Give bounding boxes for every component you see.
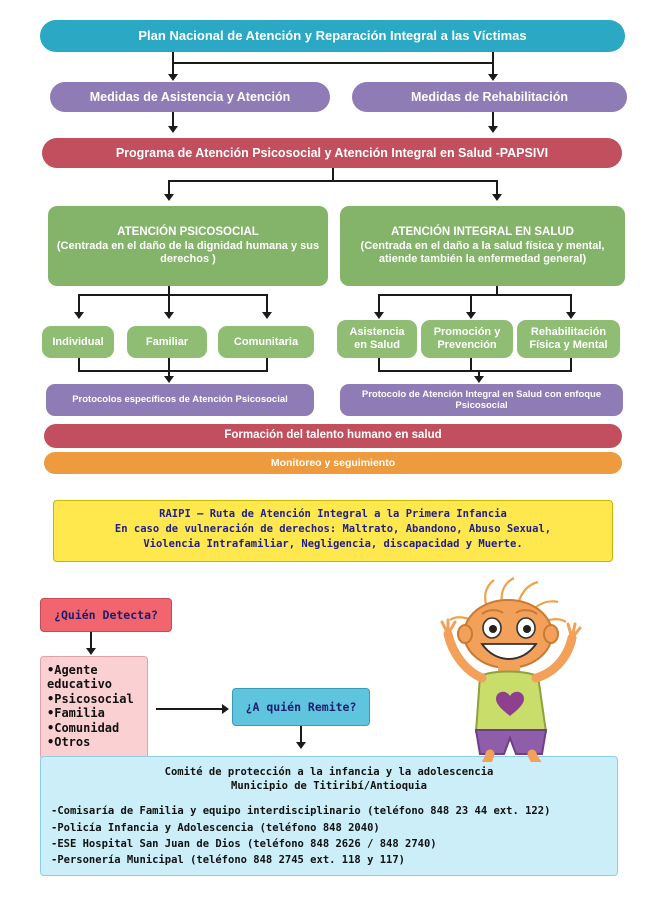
connector-b2-item2 <box>470 294 472 314</box>
a-quien-remite-box: ¿A quién Remite? <box>232 688 370 726</box>
list-item: -Policía Infancia y Adolescencia (teléfono 848 2040) <box>51 821 380 834</box>
list-item: -ESE Hospital San Juan de Dios (teléfono 848 2626 / 848 2740) <box>51 837 437 850</box>
arrow-to-medida-2 <box>488 74 498 81</box>
protocol-salud-box: Protocolo de Atención Integral en Salud con enfoque Psicosocial <box>340 384 623 416</box>
medidas-rehabilitacion-box: Medidas de Rehabilitación <box>352 82 627 112</box>
list-item: •Comunidad <box>47 720 120 735</box>
list-item: educativo <box>47 677 113 692</box>
arrow-to-branch-2 <box>492 194 502 201</box>
arrow-b2-item1 <box>374 312 384 319</box>
connector-b2-item1 <box>378 294 380 314</box>
arrow-b2-item3 <box>566 312 576 319</box>
connector-p1-cross <box>78 370 266 372</box>
arrow-to-protocol-1 <box>164 376 174 383</box>
arrow-medida1-down <box>168 126 178 133</box>
connector-b1-item1 <box>78 294 80 314</box>
list-item: •Agente <box>47 663 98 677</box>
connector-p2-cross <box>378 370 570 372</box>
branch-salud-title: ATENCIÓN INTEGRAL EN SALUD <box>391 226 574 239</box>
arrow-to-medida-1 <box>168 74 178 81</box>
connector-b1-item3 <box>266 294 268 314</box>
band-formacion: Formación del talento humano en salud <box>44 424 622 448</box>
quien-detecta-box: ¿Quién Detecta? <box>40 598 172 632</box>
list-item: •Familia <box>47 706 105 721</box>
connector-agentes-to-remite <box>156 708 224 710</box>
plan-nacional-box: Plan Nacional de Atención y Reparación Integral a las Víctimas <box>40 20 625 52</box>
band-monitoreo: Monitoreo y seguimiento <box>44 452 622 474</box>
raipi-box <box>53 500 613 562</box>
item-comunitaria: Comunitaria <box>218 326 314 358</box>
arrow-b2-item2 <box>466 312 476 319</box>
list-item: -Personería Municipal (teléfono 848 2745 ext. 118 y 117) <box>51 854 406 867</box>
raipi-line-3: Violencia Intrafamiliar, Negligencia, discapacidad y Muerte. <box>143 538 523 551</box>
connector-p2c <box>570 358 572 372</box>
arrow-detecta-down <box>86 648 96 655</box>
branch-psicosocial-title: ATENCIÓN PSICOSOCIAL <box>117 226 259 239</box>
item-rehabilitacion-fisica-mental: Rehabilitación Física y Mental <box>517 320 620 358</box>
arrow-to-branch-1 <box>164 194 174 201</box>
medidas-asistencia-box: Medidas de Asistencia y Atención <box>50 82 330 112</box>
arrow-b1-item1 <box>74 312 84 319</box>
list-item: •Otros <box>47 734 91 749</box>
arrow-medida2-down <box>488 126 498 133</box>
connector-b1-cross <box>78 294 268 296</box>
comite-title-line-1: Comité de protección a la infancia y la adolescencia <box>164 766 494 778</box>
raipi-line-2: En caso de vulneración de derechos: Maltrato, Abandono, Abuso Sexual, <box>114 523 552 536</box>
connector-b2-item3 <box>570 294 572 314</box>
comite-title <box>51 765 607 793</box>
item-asistencia-salud: Asistencia en Salud <box>337 320 417 358</box>
arrow-b1-item2 <box>164 312 174 319</box>
agentes-list-box <box>40 656 148 760</box>
branch-salud-box <box>340 206 625 286</box>
branch-psicosocial-box <box>48 206 328 286</box>
connector-b2-cross <box>378 294 572 296</box>
child-illustration <box>370 572 600 762</box>
arrow-agentes-to-remite <box>222 704 229 714</box>
branch-psicosocial-subtitle: (Centrada en el daño de la dignidad humana y sus derechos ) <box>56 239 320 265</box>
branch-salud-subtitle: (Centrada en el daño a la salud física y mental, atiende también la enfermedad general) <box>360 239 605 265</box>
list-item: •Psicosocial <box>47 691 134 706</box>
arrow-to-protocol-2 <box>474 376 484 383</box>
protocol-psicosocial-box: Protocolos específicos de Atención Psicosocial <box>46 384 314 416</box>
comite-entries <box>51 803 607 868</box>
list-item: -Comisaría de Familia y equipo interdisciplinario (teléfono 848 23 44 ext. 122) <box>51 805 551 818</box>
programa-papsivi-box: Programa de Atención Psicosocial y Atención Integral en Salud -PAPSIVI <box>42 138 622 168</box>
item-familiar: Familiar <box>127 326 207 358</box>
arrow-b1-item3 <box>262 312 272 319</box>
connector-p1c <box>266 358 268 372</box>
connector-b1-item2 <box>168 294 170 314</box>
comite-box <box>40 756 618 876</box>
item-promocion-prevencion: Promoción y Prevención <box>421 320 513 358</box>
item-individual: Individual <box>42 326 114 358</box>
raipi-line-1: RAIPI – Ruta de Atención Integral a la Primera Infancia <box>159 508 507 520</box>
comite-title-line-2: Municipio de Titiribí/Antioquia <box>231 780 427 793</box>
arrow-remite-down <box>296 742 306 749</box>
connector-papsivi-cross <box>168 180 498 182</box>
connector-plan-cross <box>172 62 494 64</box>
